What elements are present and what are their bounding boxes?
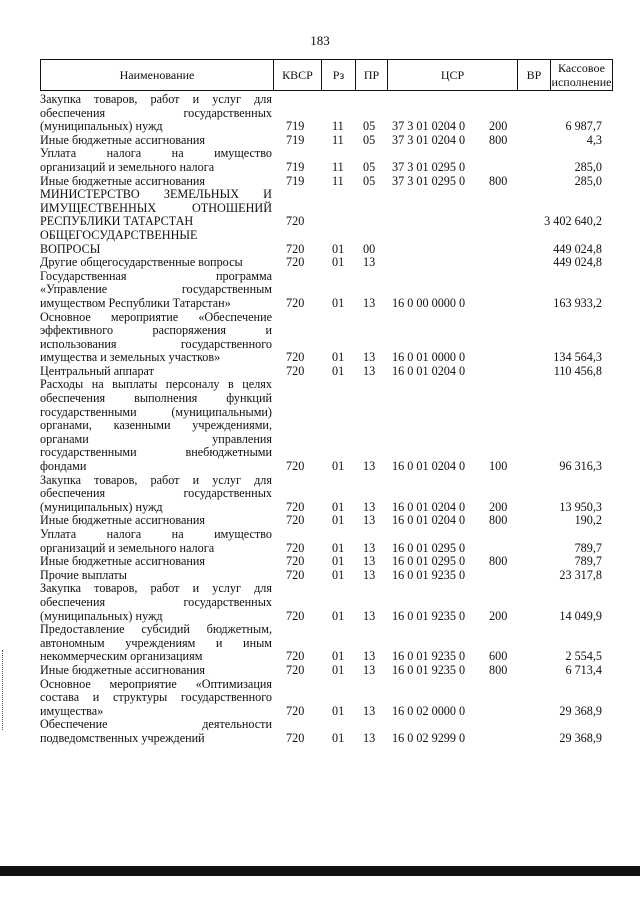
cell-pr: 13 — [363, 730, 376, 745]
row-name-line: Иные бюджетные ассигнования — [40, 132, 206, 147]
row-name-line: эффективного распоряжения и — [40, 323, 272, 338]
cell-vr: 200 — [489, 119, 508, 134]
row-name-line: (муниципальных) нужд — [40, 608, 163, 623]
row-values — [40, 610, 615, 624]
cell-vr: 800 — [489, 513, 508, 528]
table-row — [40, 256, 615, 270]
row-name-line: организаций и земельного налога — [40, 540, 215, 555]
table-row — [40, 229, 615, 256]
cell-vr: 800 — [489, 173, 508, 188]
row-values — [40, 215, 615, 229]
cell-kvsr: 719 — [286, 119, 305, 134]
row-values — [40, 650, 615, 664]
cell-rz: 01 — [332, 730, 345, 745]
cell-csr: 16 0 00 0000 0 — [392, 295, 466, 310]
cell-pr: 05 — [363, 119, 376, 134]
cell-amount: 13 950,3 — [559, 499, 602, 514]
header-kvsr: КВСР — [273, 60, 321, 90]
cell-csr: 16 0 02 0000 0 — [392, 703, 466, 718]
cell-rz: 11 — [332, 119, 344, 134]
table-header — [40, 59, 613, 91]
cell-amount: 190,2 — [574, 513, 602, 528]
cell-vr: 800 — [489, 132, 508, 147]
cell-kvsr: 720 — [286, 255, 305, 270]
cell-rz: 01 — [332, 295, 345, 310]
row-values — [40, 514, 615, 528]
row-name-line: Прочие выплаты — [40, 567, 127, 582]
row-values — [40, 297, 615, 311]
cell-pr: 13 — [363, 554, 376, 569]
table-row — [40, 623, 615, 664]
table-body — [40, 93, 615, 746]
page-number: 183 — [310, 33, 330, 48]
row-name-line: ВОПРОСЫ — [40, 241, 101, 256]
cell-kvsr: 720 — [286, 540, 305, 555]
cell-rz: 01 — [332, 363, 345, 378]
cell-rz: 01 — [332, 241, 345, 256]
row-name-line: Иные бюджетные ассигнования — [40, 662, 206, 677]
cell-csr: 16 0 01 0204 0 — [392, 513, 466, 528]
row-name-line: ОБЩЕГОСУДАРСТВЕННЫЕ — [40, 227, 198, 242]
row-values — [40, 161, 615, 175]
row-name-line: органами, казенными учреждениями, — [40, 418, 272, 433]
header-rz: Рз — [321, 60, 355, 90]
row-name-line: государственными внебюджетными — [40, 445, 272, 460]
cell-rz: 01 — [332, 499, 345, 514]
row-name-line: ИМУЩЕСТВЕННЫХ ОТНОШЕНИЙ — [40, 200, 272, 215]
cell-kvsr: 719 — [286, 159, 305, 174]
row-name-line: обеспечения государственных — [40, 594, 272, 609]
cell-csr: 16 0 01 0295 0 — [392, 540, 466, 555]
cell-csr: 37 3 01 0295 0 — [392, 159, 466, 174]
row-name-line: МИНИСТЕРСТВО ЗЕМЕЛЬНЫХ И — [40, 187, 272, 202]
cell-rz: 11 — [332, 159, 344, 174]
table-row — [40, 270, 615, 311]
row-name-line: имущества и земельных участков» — [40, 350, 221, 365]
cell-csr: 16 0 02 9299 0 — [392, 730, 466, 745]
cell-rz: 01 — [332, 567, 345, 582]
cell-pr: 13 — [363, 540, 376, 555]
cell-amount: 789,7 — [574, 540, 602, 555]
cell-kvsr: 720 — [286, 295, 305, 310]
row-name-line: имущества» — [40, 703, 104, 718]
cell-csr: 16 0 01 9235 0 — [392, 649, 466, 664]
row-name-line: Уплата налога на имущество — [40, 527, 272, 541]
cell-pr: 13 — [363, 662, 376, 677]
cell-pr: 13 — [363, 295, 376, 310]
row-values — [40, 542, 615, 556]
row-name-line: обеспечения государственных — [40, 486, 272, 501]
row-values — [40, 351, 615, 365]
row-values — [40, 256, 615, 270]
row-values — [40, 134, 615, 148]
cell-pr: 05 — [363, 173, 376, 188]
cell-kvsr: 719 — [286, 132, 305, 147]
row-name-line: Уплата налога на имущество — [40, 146, 272, 161]
table-row — [40, 474, 615, 515]
row-values — [40, 664, 615, 678]
cell-pr: 13 — [363, 703, 376, 718]
row-name-line: состава и структуры государственного — [40, 690, 272, 705]
row-name-line: имуществом Республики Татарстан» — [40, 295, 231, 310]
table-row — [40, 555, 615, 569]
cell-kvsr: 720 — [286, 241, 305, 256]
cell-amount: 6 987,7 — [565, 119, 602, 134]
row-name-line: «Управление государственным — [40, 282, 272, 297]
cell-csr: 16 0 01 0295 0 — [392, 554, 466, 569]
row-name-line: Государственная программа — [40, 268, 272, 283]
cell-vr: 200 — [489, 608, 508, 623]
table-row — [40, 528, 615, 555]
row-name-line: подведомственных учреждений — [40, 730, 205, 745]
cell-amount: 6 713,4 — [565, 662, 602, 677]
cell-kvsr: 720 — [286, 459, 305, 474]
cell-pr: 13 — [363, 350, 376, 365]
cell-amount: 2 554,5 — [565, 649, 602, 664]
cell-amount: 163 933,2 — [553, 295, 602, 310]
cell-pr: 13 — [363, 513, 376, 528]
margin-marks — [2, 650, 5, 730]
scan-edge-bar — [0, 866, 640, 876]
cell-amount: 449 024,8 — [553, 255, 602, 270]
row-name-line: Обеспечение деятельности — [40, 717, 272, 732]
cell-pr: 13 — [363, 649, 376, 664]
row-name-line: Другие общегосударственные вопросы — [40, 255, 243, 270]
row-name-line: автономным учреждениям и иным — [40, 635, 272, 650]
cell-amount: 285,0 — [574, 159, 602, 174]
cell-amount: 789,7 — [574, 554, 602, 569]
table-row — [40, 311, 615, 365]
row-values — [40, 243, 615, 257]
row-name-line: Расходы на выплаты персоналу в целях — [40, 377, 272, 392]
cell-kvsr: 720 — [286, 554, 305, 569]
table-row — [40, 365, 615, 379]
cell-rz: 01 — [332, 350, 345, 365]
row-name-line: использования государственного — [40, 336, 272, 351]
header-pr: ПР — [355, 60, 387, 90]
cell-rz: 11 — [332, 173, 344, 188]
cell-rz: 01 — [332, 513, 345, 528]
row-name-line: (муниципальных) нужд — [40, 119, 163, 134]
row-name-line: Закупка товаров, работ и услуг для — [40, 472, 272, 487]
cell-kvsr: 720 — [286, 214, 305, 229]
table-row — [40, 93, 615, 134]
cell-rz: 01 — [332, 255, 345, 270]
cell-amount: 23 317,8 — [559, 567, 602, 582]
cell-amount: 29 368,9 — [559, 730, 602, 745]
table-row — [40, 134, 615, 148]
cell-pr: 13 — [363, 255, 376, 270]
header-amount: Кассовое исполнение — [551, 61, 612, 89]
cell-kvsr: 720 — [286, 499, 305, 514]
header-csr: ЦСР — [387, 60, 517, 90]
table-row — [40, 514, 615, 528]
row-name-line: Иные бюджетные ассигнования — [40, 513, 206, 528]
row-name-line: обеспечения выполнения функций — [40, 391, 272, 406]
cell-rz: 01 — [332, 662, 345, 677]
cell-vr: 800 — [489, 554, 508, 569]
row-values — [40, 501, 615, 515]
cell-amount: 110 456,8 — [553, 363, 602, 378]
row-values — [40, 365, 615, 379]
cell-amount: 134 564,3 — [553, 350, 602, 365]
cell-vr: 100 — [489, 459, 508, 474]
table-row — [40, 175, 615, 189]
cell-rz: 01 — [332, 459, 345, 474]
cell-pr: 13 — [363, 363, 376, 378]
cell-csr: 37 3 01 0204 0 — [392, 119, 466, 134]
table-row — [40, 582, 615, 623]
row-name-line: Иные бюджетные ассигнования — [40, 173, 206, 188]
row-name-line: Центральный аппарат — [40, 363, 154, 378]
cell-amount: 449 024,8 — [553, 241, 602, 256]
cell-rz: 11 — [332, 132, 344, 147]
header-name: Наименование — [119, 68, 195, 82]
row-name-line: государственными (муниципальными) — [40, 404, 272, 419]
cell-amount: 96 316,3 — [559, 459, 602, 474]
row-values — [40, 705, 615, 719]
cell-kvsr: 720 — [286, 567, 305, 582]
row-name-line: Иные бюджетные ассигнования — [40, 554, 206, 569]
row-values — [40, 175, 615, 189]
table-row — [40, 678, 615, 719]
cell-rz: 01 — [332, 554, 345, 569]
cell-kvsr: 720 — [286, 350, 305, 365]
cell-vr: 800 — [489, 662, 508, 677]
table-row — [40, 718, 615, 745]
row-name-line: Закупка товаров, работ и услуг для — [40, 92, 272, 106]
row-name-line: органами управления — [40, 431, 272, 446]
row-name-line: фондами — [40, 459, 87, 474]
row-values — [40, 555, 615, 569]
row-values — [40, 120, 615, 134]
cell-pr: 13 — [363, 499, 376, 514]
table-row — [40, 188, 615, 229]
row-name-line: организаций и земельного налога — [40, 159, 215, 174]
cell-rz: 01 — [332, 703, 345, 718]
table-row — [40, 378, 615, 473]
cell-kvsr: 720 — [286, 608, 305, 623]
cell-pr: 13 — [363, 608, 376, 623]
cell-csr: 16 0 01 0204 0 — [392, 459, 466, 474]
cell-pr: 13 — [363, 567, 376, 582]
cell-csr: 16 0 01 9235 0 — [392, 662, 466, 677]
row-values — [40, 732, 615, 746]
row-name-line: Основное мероприятие «Обеспечение — [40, 309, 272, 324]
cell-rz: 01 — [332, 540, 345, 555]
cell-csr: 16 0 01 0000 0 — [392, 350, 466, 365]
table-row — [40, 147, 615, 174]
cell-rz: 01 — [332, 608, 345, 623]
cell-kvsr: 720 — [286, 649, 305, 664]
cell-kvsr: 720 — [286, 363, 305, 378]
cell-csr: 37 3 01 0204 0 — [392, 132, 466, 147]
header-vr: ВР — [517, 60, 550, 90]
row-name-line: РЕСПУБЛИКИ ТАТАРСТАН — [40, 214, 194, 229]
cell-pr: 13 — [363, 459, 376, 474]
cell-amount: 29 368,9 — [559, 703, 602, 718]
cell-rz: 01 — [332, 649, 345, 664]
cell-pr: 00 — [363, 241, 376, 256]
cell-amount: 3 402 640,2 — [544, 214, 602, 229]
row-name-line: некоммерческим организациям — [40, 649, 203, 664]
cell-vr: 600 — [489, 649, 508, 664]
cell-pr: 05 — [363, 132, 376, 147]
row-name-line: Предоставление субсидий бюджетным, — [40, 622, 272, 637]
cell-kvsr: 720 — [286, 513, 305, 528]
row-name-line: обеспечения государственных — [40, 105, 272, 120]
cell-csr: 37 3 01 0295 0 — [392, 173, 466, 188]
cell-kvsr: 720 — [286, 662, 305, 677]
cell-kvsr: 720 — [286, 730, 305, 745]
row-name-line: (муниципальных) нужд — [40, 499, 163, 514]
cell-csr: 16 0 01 0204 0 — [392, 499, 466, 514]
cell-csr: 16 0 01 0204 0 — [392, 363, 466, 378]
cell-amount: 285,0 — [574, 173, 602, 188]
cell-kvsr: 719 — [286, 173, 305, 188]
row-name-line: Основное мероприятие «Оптимизация — [40, 676, 272, 691]
row-name-line: Закупка товаров, работ и услуг для — [40, 581, 272, 596]
cell-csr: 16 0 01 9235 0 — [392, 608, 466, 623]
cell-amount: 14 049,9 — [559, 608, 602, 623]
cell-vr: 200 — [489, 499, 508, 514]
cell-pr: 05 — [363, 159, 376, 174]
row-values — [40, 569, 615, 583]
cell-kvsr: 720 — [286, 703, 305, 718]
table-row — [40, 664, 615, 678]
table-row — [40, 569, 615, 583]
row-values — [40, 460, 615, 474]
cell-csr: 16 0 01 9235 0 — [392, 567, 466, 582]
cell-amount: 4,3 — [586, 132, 602, 147]
